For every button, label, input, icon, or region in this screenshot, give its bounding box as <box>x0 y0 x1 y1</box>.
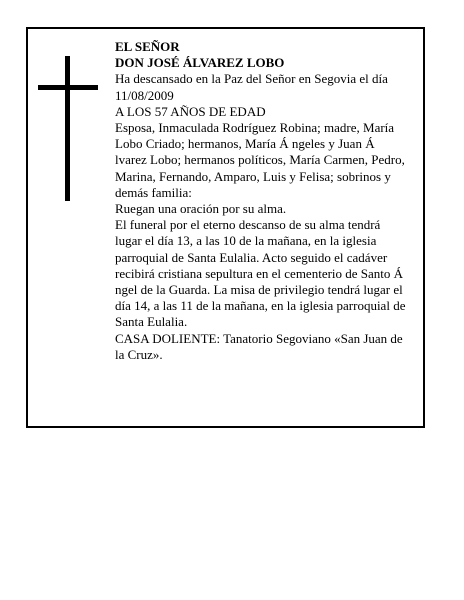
notice-line: parroquial de Santa Eulalia. Acto seguido el cadáver <box>115 249 388 265</box>
notice-line: Santa Eulalia. <box>115 314 188 330</box>
notice-title-line-2: DON JOSÉ ÁLVAREZ LOBO <box>115 55 285 71</box>
obituary-notice <box>26 27 425 428</box>
notice-line: Esposa, Inmaculada Rodríguez Robina; madre, María <box>115 120 395 136</box>
notice-line: la Cruz». <box>115 346 163 362</box>
notice-line: día 14, a las 11 de la mañana, en la iglesia parroquial de <box>115 298 406 314</box>
notice-line: demás familia: <box>115 184 192 200</box>
notice-title-line-1: EL SEÑOR <box>115 39 180 54</box>
notice-line: CASA DOLIENTE: Tanatorio Segoviano «San Juan de <box>115 330 403 346</box>
cross-vertical-bar <box>65 56 70 201</box>
notice-line: Ha descansado en la Paz del Señor en Segovia el día <box>115 71 388 87</box>
notice-line: recibirá cristiana sepultura en el cementerio de Santo Á <box>115 265 404 281</box>
notice-text <box>115 39 423 363</box>
notice-line: 11/08/2009 <box>115 87 174 103</box>
notice-line: Lobo Criado; hermanos, María Á ngeles y Juan Á <box>115 136 375 152</box>
notice-line: A LOS 57 AÑOS DE EDAD <box>115 103 266 119</box>
cross-icon <box>38 56 98 201</box>
cross-horizontal-bar <box>38 85 98 90</box>
notice-line: Marina, Fernando, Amparo, Luis y Felisa; sobrinos y <box>115 168 391 184</box>
notice-line: lvarez Lobo; hermanos políticos, María Carmen, Pedro, <box>115 152 405 168</box>
notice-line: El funeral por el eterno descanso de su alma tendrá <box>115 217 381 233</box>
notice-line: lugar el día 13, a las 10 de la mañana, en la iglesia <box>115 233 377 249</box>
notice-line: ngel de la Guarda. La misa de privilegio tendrá lugar el <box>115 282 403 298</box>
notice-line: Ruegan una oración por su alma. <box>115 201 287 217</box>
